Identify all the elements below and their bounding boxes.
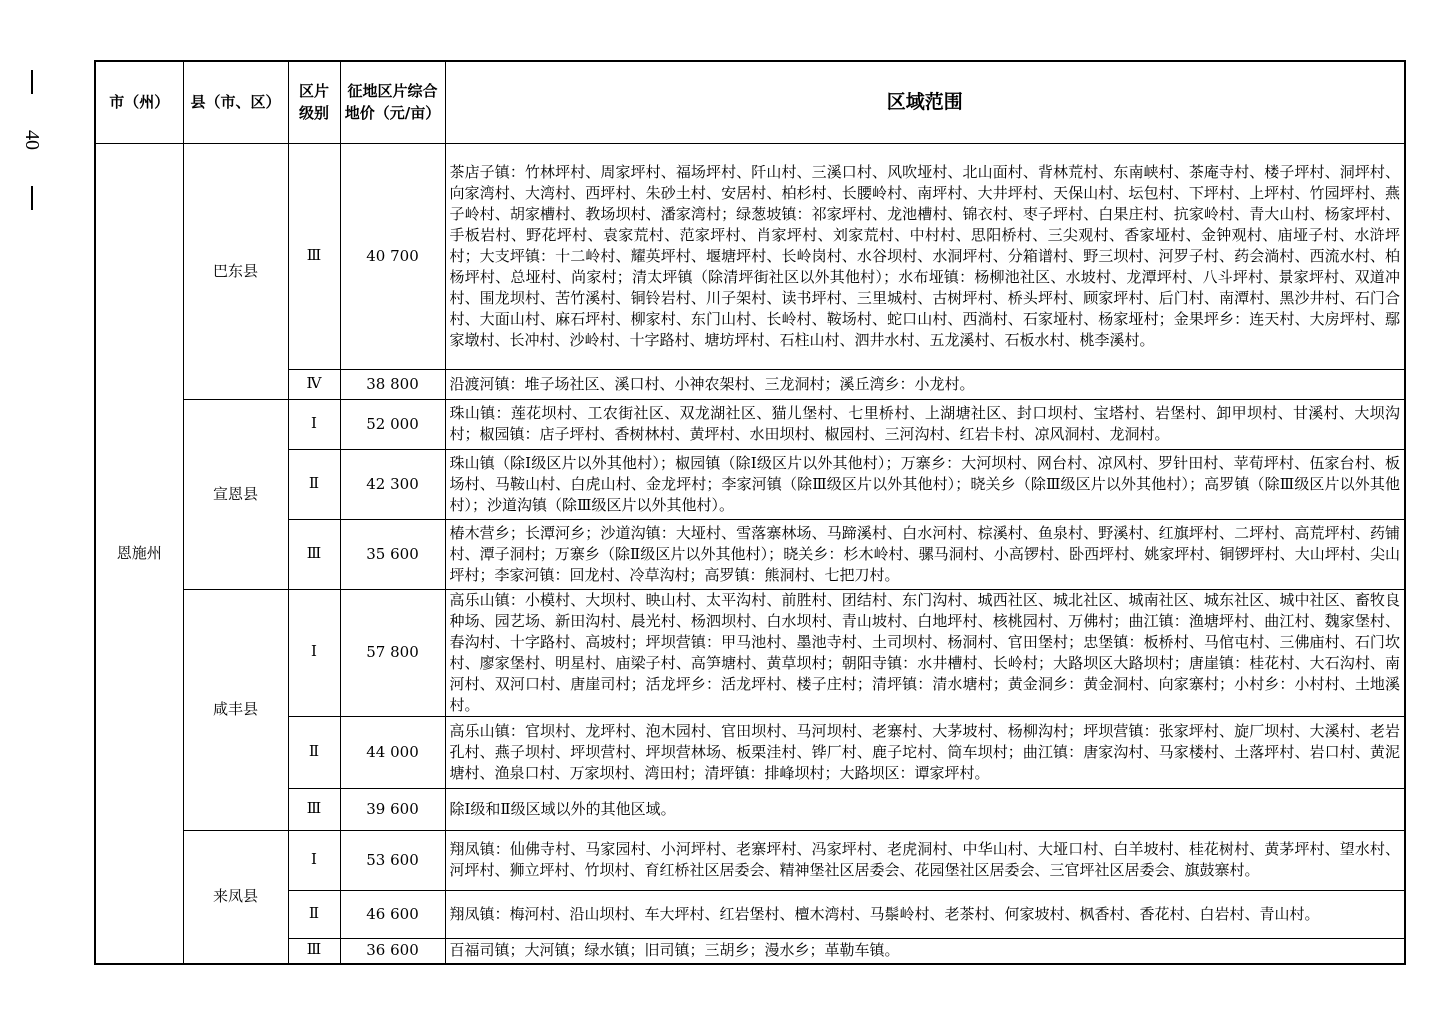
area-cell: 百福司镇；大河镇；绿水镇；旧司镇；三胡乡；漫水乡；革勒车镇。 bbox=[445, 938, 1405, 964]
area-cell: 珠山镇（除Ⅰ级区片以外其他村）；椒园镇（除Ⅰ级区片以外其他村）；万寨乡：大河坝村、网台村、凉风村、罗针田村、苹荀坪村、伍家台村、板场村、马鞍山村、白虎山村、金龙坪村；李家河镇（除Ⅲ级区片以外其他村）；晓关乡（除Ⅲ级区片以外其他村）；高罗镇（除Ⅲ级区片以外其他村）；沙道沟镇（除Ⅲ级区片以外其他村）。 bbox=[445, 449, 1405, 519]
table-row bbox=[95, 589, 1405, 716]
price-cell: 36 600 bbox=[340, 938, 445, 964]
area-cell: 沿渡河镇：堆子场社区、溪口村、小神农架村、三龙洞村；溪丘湾乡：小龙村。 bbox=[445, 369, 1405, 399]
level-cell: Ⅱ bbox=[288, 890, 340, 938]
price-cell: 44 000 bbox=[340, 716, 445, 788]
table-row bbox=[95, 369, 1405, 399]
header-price: 征地区片综合地价（元/亩） bbox=[340, 61, 445, 143]
level-cell: Ⅱ bbox=[288, 716, 340, 788]
price-cell: 39 600 bbox=[340, 788, 445, 830]
area-cell: 除Ⅰ级和Ⅱ级区域以外的其他区域。 bbox=[445, 788, 1405, 830]
page-number-text: 40 bbox=[21, 130, 43, 150]
area-cell: 高乐山镇：官坝村、龙坪村、泡木园村、官田坝村、马河坝村、老寨村、大茅坡村、杨柳沟村；坪坝营镇：张家坪村、旋厂坝村、大溪村、老岩孔村、燕子坝村、坪坝营村、坪坝营林场、板栗洼村、铧厂村、鹿子坨村、筒车坝村；曲江镇：唐家沟村、马家楼村、土落坪村、岩口村、黄泥塘村、渔泉口村、万家坝村、湾田村；清坪镇：排峰坝村；大路坝区：谭家坪村。 bbox=[445, 716, 1405, 788]
county-cell-xianfeng: 咸丰县 bbox=[183, 589, 288, 830]
area-cell: 高乐山镇：小模村、大坝村、映山村、太平沟村、前胜村、团结村、东门沟村、城西社区、城北社区、城南社区、城东社区、城中社区、畜牧良种场、园艺场、新田沟村、晨光村、杨泗坝村、白水坝村、青山坡村、白地坪村、核桃园村、万佛村；曲江镇：渔塘坪村、曲江村、魏家堡村、春沟村、十字路村、高坡村；坪坝营镇：甲马池村、墨池寺村、土司坝村、杨洞村、官田堡村；忠堡镇：板桥村、马倌屯村、三佛庙村、石门坎村、廖家堡村、明星村、庙梁子村、高笋塘村、黄草坝村；朝阳寺镇：水井槽村、长岭村；大路坝区大路坝村；唐崖镇：桂花村、大石沟村、南河村、双河口村、唐崖司村；活龙坪乡：活龙坪村、楼子庄村；清坪镇：清水塘村；黄金洞乡：黄金洞村、向家寨村；小村乡：小村村、土地溪村。 bbox=[445, 589, 1405, 716]
area-cell: 翔凤镇：仙佛寺村、马家园村、小河坪村、老寨坪村、冯家坪村、老虎洞村、中华山村、大垭口村、白羊坡村、桂花树村、黄茅坪村、望水村、河坪村、狮立坪村、竹坝村、育红桥社区居委会、精神堡社区居委会、花园堡社区居委会、三官坪社区居委会、旗鼓寨村。 bbox=[445, 830, 1405, 890]
table-row bbox=[95, 890, 1405, 938]
table-row bbox=[95, 830, 1405, 890]
table-row bbox=[95, 449, 1405, 519]
table-row bbox=[95, 938, 1405, 964]
page-number bbox=[12, 70, 52, 210]
page-number-dash-bottom bbox=[31, 186, 33, 210]
price-cell: 53 600 bbox=[340, 830, 445, 890]
header-level: 区片级别 bbox=[288, 61, 340, 143]
header-range: 区域范围 bbox=[445, 61, 1405, 143]
level-cell: Ⅲ bbox=[288, 788, 340, 830]
price-cell: 46 600 bbox=[340, 890, 445, 938]
county-cell-badong: 巴东县 bbox=[183, 143, 288, 399]
price-cell: 52 000 bbox=[340, 399, 445, 449]
area-cell: 翔凤镇：梅河村、沿山坝村、车大坪村、红岩堡村、檀木湾村、马鬃岭村、老茶村、何家坡村、枫香村、香花村、白岩村、青山村。 bbox=[445, 890, 1405, 938]
level-cell: Ⅰ bbox=[288, 399, 340, 449]
table-row bbox=[95, 788, 1405, 830]
land-price-table bbox=[94, 60, 1406, 965]
page-number-dash-top bbox=[31, 70, 33, 94]
price-cell: 38 800 bbox=[340, 369, 445, 399]
table-row bbox=[95, 519, 1405, 589]
header-county: 县（市、区） bbox=[183, 61, 288, 143]
county-cell-xuanen: 宣恩县 bbox=[183, 399, 288, 589]
level-cell: Ⅳ bbox=[288, 369, 340, 399]
county-cell-laifeng: 来凤县 bbox=[183, 830, 288, 964]
area-cell: 珠山镇：莲花坝村、工农街社区、双龙湖社区、猫儿堡村、七里桥村、上湖塘社区、封口坝村、宝塔村、岩堡村、卸甲坝村、甘溪村、大坝沟村；椒园镇：店子坪村、香树林村、黄坪村、水田坝村、椒园村、三河沟村、红岩卡村、凉风洞村、龙洞村。 bbox=[445, 399, 1405, 449]
level-cell: Ⅲ bbox=[288, 143, 340, 369]
level-cell: Ⅰ bbox=[288, 830, 340, 890]
header-row bbox=[95, 61, 1405, 143]
level-cell: Ⅰ bbox=[288, 589, 340, 716]
price-cell: 42 300 bbox=[340, 449, 445, 519]
table-row bbox=[95, 716, 1405, 788]
header-city: 市（州） bbox=[95, 61, 183, 143]
city-cell: 恩施州 bbox=[95, 143, 183, 964]
level-cell: Ⅲ bbox=[288, 519, 340, 589]
table-row bbox=[95, 143, 1405, 369]
area-cell: 茶店子镇：竹林坪村、周家坪村、福场坪村、阡山村、三溪口村、风吹垭村、北山面村、背林荒村、东南峡村、茶庵寺村、楼子坪村、洞坪村、向家湾村、大湾村、西坪村、朱砂土村、安居村、柏杉村、长腰岭村、南坪村、大井坪村、天保山村、坛包村、下坪村、上坪村、竹园坪村、燕子岭村、胡家槽村、教场坝村、潘家湾村；绿葱坡镇：祁家坪村、龙池槽村、锦衣村、枣子坪村、白果庄村、抗家岭村、青大山村、杨家坪村、手板岩村、野花坪村、袁家荒村、范家坪村、肖家坪村、刘家荒村、中村村、思阳桥村、三尖观村、香家垭村、金钟观村、庙垭子村、水浒坪村；大支坪镇：十二岭村、耀英坪村、堰塘坪村、长岭岗村、水谷坝村、水洞坪村、分箱谱村、野三坝村、河罗子村、药会淌村、西流水村、柏杨坪村、总垭村、尚家村；清太坪镇（除清坪街社区以外其他村）；水布垭镇：杨柳池社区、水坡村、龙潭坪村、八斗坪村、景家坪村、双道冲村、围龙坝村、苦竹溪村、铜铃岩村、川子架村、读书坪村、三里城村、古树坪村、桥头坪村、顾家坪村、后门村、南潭村、黑沙井村、石门合村、大面山村、麻石坪村、柳家村、东门山村、长岭村、鞍场村、蛇口山村、西淌村、石家垭村、杨家垭村；金果坪乡：连天村、大房坪村、鄢家墩村、长冲村、沙岭村、十字路村、塘坊坪村、石柱山村、泗井水村、五龙溪村、石板水村、桃李溪村。 bbox=[445, 143, 1405, 369]
area-cell: 椿木营乡；长潭河乡；沙道沟镇：大垭村、雪落寨林场、马蹄溪村、白水河村、棕溪村、鱼泉村、野溪村、红旗坪村、二坪村、高荒坪村、药铺村、潭子洞村；万寨乡（除Ⅱ级区片以外其他村）；晓关乡：杉木岭村、骡马洞村、小高锣村、卧西坪村、姚家坪村、铜锣坪村、大山坪村、尖山坪村；李家河镇：回龙村、冷草沟村；高罗镇：熊洞村、七把刀村。 bbox=[445, 519, 1405, 589]
table-row bbox=[95, 399, 1405, 449]
price-cell: 35 600 bbox=[340, 519, 445, 589]
price-cell: 40 700 bbox=[340, 143, 445, 369]
price-cell: 57 800 bbox=[340, 589, 445, 716]
level-cell: Ⅱ bbox=[288, 449, 340, 519]
level-cell: Ⅲ bbox=[288, 938, 340, 964]
